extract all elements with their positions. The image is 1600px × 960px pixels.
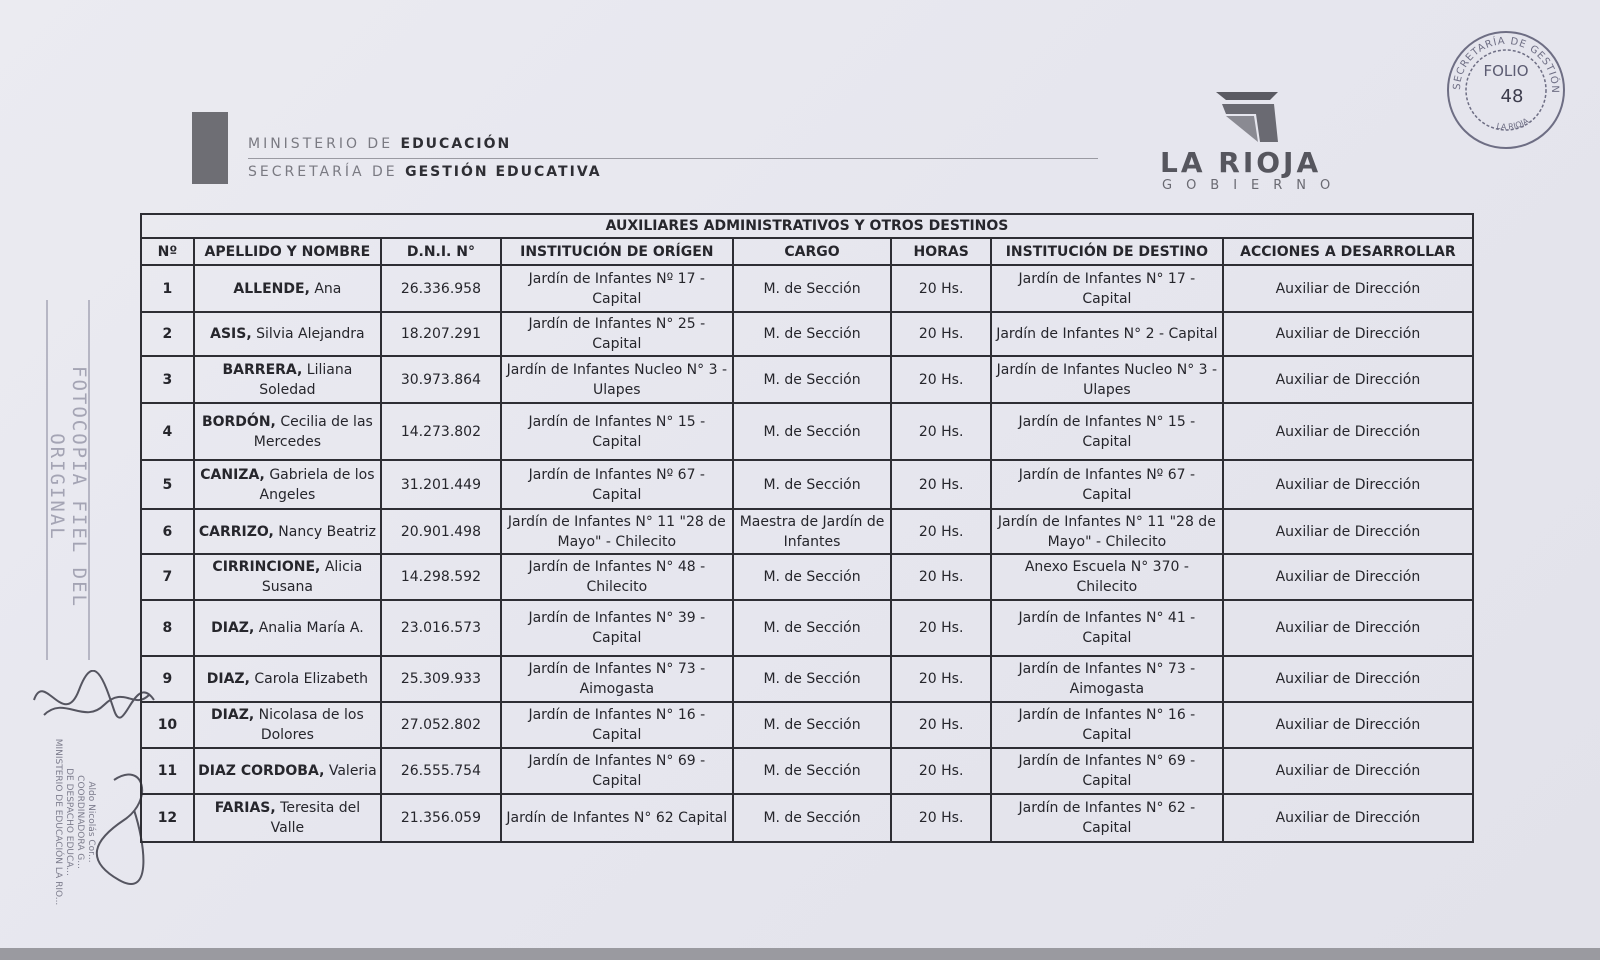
row-horas: 20 Hs. xyxy=(891,702,991,748)
row-origin: Jardín de Infantes N° 48 - Chilecito xyxy=(501,554,733,600)
row-origin: Jardín de Infantes N° 25 - Capital xyxy=(501,312,733,356)
column-header-name: APELLIDO Y NOMBRE xyxy=(194,238,381,265)
table-row xyxy=(141,509,1473,554)
row-given-name: Gabriela de los Angeles xyxy=(259,466,375,503)
row-name xyxy=(194,656,381,702)
row-destination: Jardín de Infantes N° 73 - Aimogasta xyxy=(991,656,1223,702)
row-dni: 26.336.958 xyxy=(381,265,501,312)
row-origin: Jardín de Infantes N° 62 Capital xyxy=(501,794,733,842)
signature-stamp-line: Aldo Nicolás Cor... xyxy=(86,781,96,863)
row-surname: DIAZ, xyxy=(206,671,250,687)
table-row xyxy=(141,356,1473,403)
row-number: 9 xyxy=(141,656,194,702)
logo-main-text: LA RIOJA xyxy=(1160,146,1322,179)
ministry-title xyxy=(248,136,511,152)
header-bar-mark xyxy=(192,112,228,184)
row-cargo: M. de Sección xyxy=(733,554,892,600)
row-dni: 20.901.498 xyxy=(381,509,501,554)
row-dni: 27.052.802 xyxy=(381,702,501,748)
row-action: Auxiliar de Dirección xyxy=(1223,356,1473,403)
row-name xyxy=(194,356,381,403)
row-dni: 14.273.802 xyxy=(381,403,501,460)
column-header-number: Nº xyxy=(141,238,194,265)
row-horas: 20 Hs. xyxy=(891,554,991,600)
row-horas: 20 Hs. xyxy=(891,656,991,702)
row-number: 6 xyxy=(141,509,194,554)
row-origin: Jardín de Infantes N° 15 - Capital xyxy=(501,403,733,460)
table-row xyxy=(141,600,1473,656)
row-given-name: Nicolasa de los Dolores xyxy=(254,707,364,743)
row-surname: CARRIZO, xyxy=(198,523,274,540)
row-destination: Jardín de Infantes N° 69 - Capital xyxy=(991,748,1223,794)
row-action: Auxiliar de Dirección xyxy=(1223,554,1473,600)
row-number: 2 xyxy=(141,312,194,356)
row-cargo: M. de Sección xyxy=(733,356,892,403)
table-row xyxy=(141,656,1473,702)
row-number: 5 xyxy=(141,460,194,509)
folio-stamp xyxy=(1442,26,1570,154)
column-header-actions: ACCIONES A DESARROLLAR xyxy=(1223,238,1473,265)
row-dni: 26.555.754 xyxy=(381,748,501,794)
signature-stamp xyxy=(52,722,96,922)
certified-copy-stamp xyxy=(46,300,90,660)
table-row xyxy=(141,265,1473,312)
row-action: Auxiliar de Dirección xyxy=(1223,403,1473,460)
row-number: 1 xyxy=(141,265,194,312)
column-header-horas: HORAS xyxy=(891,238,991,265)
row-number: 4 xyxy=(141,403,194,460)
row-surname: BORDÓN, xyxy=(201,413,276,430)
row-action: Auxiliar de Dirección xyxy=(1223,265,1473,312)
signature-stamp-line: COORDINADORA G... xyxy=(75,775,85,869)
row-cargo: M. de Sección xyxy=(733,460,892,509)
table-row xyxy=(141,702,1473,748)
row-dni: 14.298.592 xyxy=(381,554,501,600)
row-horas: 20 Hs. xyxy=(891,600,991,656)
row-given-name: Analia María A. xyxy=(254,620,364,636)
row-origin: Jardín de Infantes N° 16 - Capital xyxy=(501,702,733,748)
table-row xyxy=(141,403,1473,460)
signature-stamp-line: MINISTERIO DE EDUCACIÓN LA RIO... xyxy=(53,738,63,906)
row-destination: Jardín de Infantes N° 17 - Capital xyxy=(991,265,1223,312)
row-name xyxy=(194,554,381,600)
row-action: Auxiliar de Dirección xyxy=(1223,312,1473,356)
staff-table xyxy=(140,213,1474,843)
row-cargo: M. de Sección xyxy=(733,656,892,702)
row-destination: Jardín de Infantes N° 15 - Capital xyxy=(991,403,1223,460)
row-origin: Jardín de Infantes N° 11 "28 de Mayo" - Chilecito xyxy=(501,509,733,554)
row-surname: DIAZ, xyxy=(211,620,255,636)
row-dni: 21.356.059 xyxy=(381,794,501,842)
row-action: Auxiliar de Dirección xyxy=(1223,702,1473,748)
table-title: AUXILIARES ADMINISTRATIVOS Y OTROS DESTINOS xyxy=(141,214,1473,238)
table-row xyxy=(141,312,1473,356)
row-cargo: M. de Sección xyxy=(733,403,892,460)
row-given-name: Teresita del Valle xyxy=(270,800,361,836)
row-destination: Jardín de Infantes N° 16 - Capital xyxy=(991,702,1223,748)
row-surname: DIAZ CORDOBA, xyxy=(198,763,325,779)
row-surname: BARRERA, xyxy=(222,361,303,378)
row-dni: 25.309.933 xyxy=(381,656,501,702)
column-header-origin: INSTITUCIÓN DE ORÍGEN xyxy=(501,238,733,265)
row-name xyxy=(194,748,381,794)
row-action: Auxiliar de Dirección xyxy=(1223,656,1473,702)
row-horas: 20 Hs. xyxy=(891,509,991,554)
row-name xyxy=(194,702,381,748)
row-surname: ASIS, xyxy=(210,326,252,342)
row-surname: DIAZ, xyxy=(211,707,255,723)
ministry-title-bold: EDUCACIÓN xyxy=(400,136,512,152)
ministry-title-light: MINISTERIO DE xyxy=(248,136,394,152)
row-number: 10 xyxy=(141,702,194,748)
row-cargo: M. de Sección xyxy=(733,600,892,656)
row-cargo: M. de Sección xyxy=(733,748,892,794)
column-header-dni: D.N.I. N° xyxy=(381,238,501,265)
table-row xyxy=(141,554,1473,600)
row-cargo: M. de Sección xyxy=(733,702,892,748)
table-row xyxy=(141,748,1473,794)
row-origin: Jardín de Infantes Nucleo N° 3 - Ulapes xyxy=(501,356,733,403)
row-name xyxy=(194,312,381,356)
row-dni: 18.207.291 xyxy=(381,312,501,356)
row-cargo: Maestra de Jardín de Infantes xyxy=(733,509,892,554)
row-name xyxy=(194,403,381,460)
column-header-cargo: CARGO xyxy=(733,238,892,265)
svg-text:FOLIO: FOLIO xyxy=(1483,62,1529,80)
row-cargo: M. de Sección xyxy=(733,312,892,356)
row-action: Auxiliar de Dirección xyxy=(1223,600,1473,656)
table-row xyxy=(141,794,1473,842)
row-given-name: Valeria xyxy=(324,763,377,779)
row-destination: Jardín de Infantes Nº 67 - Capital xyxy=(991,460,1223,509)
row-destination: Jardín de Infantes N° 11 "28 de Mayo" - Chilecito xyxy=(991,509,1223,554)
row-given-name: Ana xyxy=(309,280,342,297)
row-name xyxy=(194,600,381,656)
row-number: 7 xyxy=(141,554,194,600)
row-number: 12 xyxy=(141,794,194,842)
la-rioja-logo xyxy=(1150,88,1360,198)
svg-text:SECRETARÍA DE GESTIÓN EDU: SECRETARÍA DE GESTIÓN xyxy=(1451,35,1561,94)
row-name xyxy=(194,265,381,312)
row-name xyxy=(194,460,381,509)
row-destination: Jardín de Infantes N° 62 - Capital xyxy=(991,794,1223,842)
row-given-name: Carola Elizabeth xyxy=(249,671,369,687)
row-cargo: M. de Sección xyxy=(733,265,892,312)
logo-emblem-icon xyxy=(1212,88,1284,146)
table-header-row xyxy=(141,238,1473,265)
row-horas: 20 Hs. xyxy=(891,460,991,509)
row-horas: 20 Hs. xyxy=(891,265,991,312)
row-destination: Jardín de Infantes N° 2 - Capital xyxy=(991,312,1223,356)
row-given-name: Cecilia de las Mercedes xyxy=(253,413,373,450)
row-surname: ALLENDE, xyxy=(233,280,310,297)
row-origin: Jardín de Infantes N° 73 - Aimogasta xyxy=(501,656,733,702)
svg-text:LA RIOJA: LA RIOJA xyxy=(1495,116,1531,132)
row-surname: FARIAS, xyxy=(214,800,276,816)
row-action: Auxiliar de Dirección xyxy=(1223,748,1473,794)
signature-stamp-line: DE DESPACHO EDUCA... xyxy=(64,768,74,876)
row-given-name: Silvia Alejandra xyxy=(251,326,365,342)
row-origin: Jardín de Infantes Nº 67 - Capital xyxy=(501,460,733,509)
row-action: Auxiliar de Dirección xyxy=(1223,794,1473,842)
secretariat-title xyxy=(248,164,602,180)
row-given-name: Alicia Susana xyxy=(261,559,363,595)
row-surname: CANIZA, xyxy=(200,466,265,483)
row-origin: Jardín de Infantes N° 39 - Capital xyxy=(501,600,733,656)
row-number: 11 xyxy=(141,748,194,794)
column-header-destination: INSTITUCIÓN DE DESTINO xyxy=(991,238,1223,265)
row-number: 3 xyxy=(141,356,194,403)
logo-sub-text: GOBIERNO xyxy=(1162,178,1345,193)
row-dni: 23.016.573 xyxy=(381,600,501,656)
folio-stamp-seal-icon xyxy=(1442,26,1570,154)
row-destination: Jardín de Infantes Nucleo N° 3 - Ulapes xyxy=(991,356,1223,403)
row-surname: CIRRINCIONE, xyxy=(212,559,321,575)
header-divider xyxy=(248,158,1098,159)
row-origin: Jardín de Infantes Nº 17 - Capital xyxy=(501,265,733,312)
row-given-name: Nancy Beatriz xyxy=(273,523,376,540)
row-horas: 20 Hs. xyxy=(891,748,991,794)
row-destination: Jardín de Infantes N° 41 - Capital xyxy=(991,600,1223,656)
row-origin: Jardín de Infantes N° 69 - Capital xyxy=(501,748,733,794)
secretariat-title-bold: GESTIÓN EDUCATIVA xyxy=(405,164,602,180)
row-destination: Anexo Escuela N° 370 - Chilecito xyxy=(991,554,1223,600)
row-horas: 20 Hs. xyxy=(891,794,991,842)
row-dni: 30.973.864 xyxy=(381,356,501,403)
row-name xyxy=(194,509,381,554)
row-number: 8 xyxy=(141,600,194,656)
certified-copy-text: FOTOCOPIA FIEL DEL ORIGINAL xyxy=(46,366,90,608)
secretariat-title-light: SECRETARÍA DE xyxy=(248,164,398,180)
row-horas: 20 Hs. xyxy=(891,312,991,356)
row-action: Auxiliar de Dirección xyxy=(1223,509,1473,554)
row-name xyxy=(194,794,381,842)
row-horas: 20 Hs. xyxy=(891,403,991,460)
row-dni: 31.201.449 xyxy=(381,460,501,509)
row-cargo: M. de Sección xyxy=(733,794,892,842)
row-action: Auxiliar de Dirección xyxy=(1223,460,1473,509)
row-given-name: Liliana Soledad xyxy=(259,361,353,398)
svg-text:48: 48 xyxy=(1500,86,1524,107)
row-horas: 20 Hs. xyxy=(891,356,991,403)
table-row xyxy=(141,460,1473,509)
